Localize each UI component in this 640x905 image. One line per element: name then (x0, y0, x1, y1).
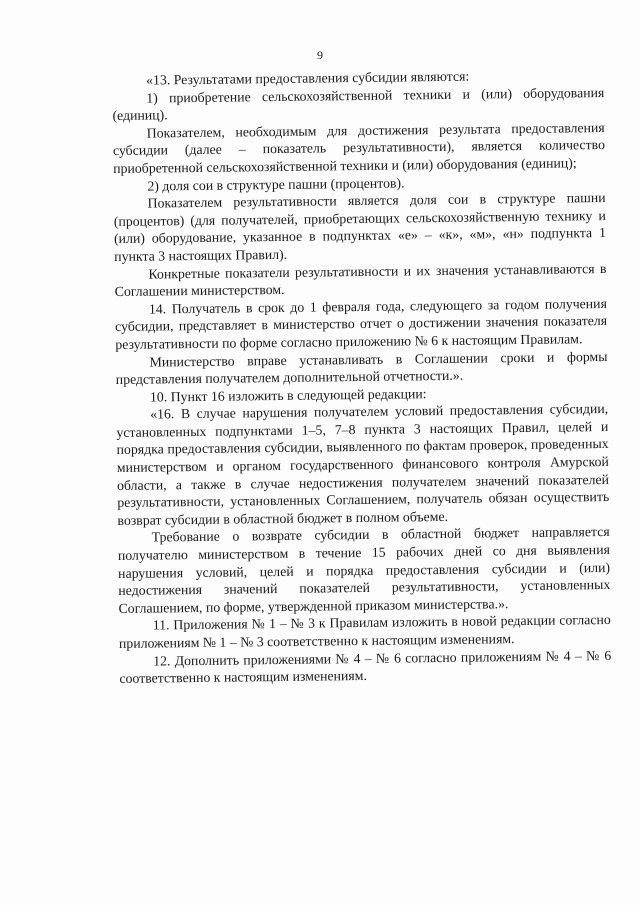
paragraph-14: 14. Получатель в срок до 1 февраля года, следующего за годом получения субсидии, представляет в министерство отчет о достижении значения показателя результативности по форме согласно приложению № 6 к настоящим Правилам. (115, 295, 608, 352)
paragraph-13-item-1: 1) приобретение сельскохозяйственной техники и (или) оборудования (единиц). (112, 84, 605, 124)
document-body (112, 66, 611, 688)
page-number: 9 (317, 48, 323, 62)
paragraph-13-indicator-2: Показателем результативности является доля сои в структуре пашни (процентов) (для получателей, приобретающих сельскохозяйственную технику и (или) оборудование, указанное в подпунктах «е» – «к», «м», «н» подпункта 1 пункта 3 настоящих Правил). (113, 190, 607, 264)
paragraph-11-amendment: 11. Приложения № 1 – № 3 к Правилам изложить в новой редакции согласно приложениям № 1 – № 3 соответственно к настоящим изменениям. (118, 612, 611, 651)
paragraph-14-reporting: Министерство вправе устанавливать в Соглашении сроки и формы представления получателем дополнительной отчетности.». (115, 348, 608, 388)
paragraph-13-item-2: 2) доля сои в структуре пашни (процентов). (147, 174, 405, 194)
paragraph-12-amendment: 12. Дополнить приложениями № 4 – № 6 согласно приложениям № 4 – № 6 соответственно к настоящим изменениям. (119, 647, 612, 687)
paragraph-13-values: Конкретные показатели результативности и их значения устанавливаются в Соглашении министерством. (114, 260, 607, 300)
paragraph-10-amendment: 10. Пункт 16 изложить в следующей редакции: (149, 385, 427, 405)
paragraph-16: «16. В случае нарушения получателем условий предоставления субсидии, установленных подпунктами 1–5, 7–8 пункта 3 настоящих Правил, целей и порядка предоставления субсидии, выявленного по фактам проверок, проведенных министерством и органом государственного финансового контроля Амурской области, а также в случае недостижения получателем значений показателей результативности, установленных Соглашением, получатель обязан осуществить возврат субсидии в областной бюджет в полном объеме. (116, 401, 610, 528)
paragraph-13-indicator-1: Показателем, необходимым для достижения результата предоставления субсидии (далее – показатель результативности), является количество приобретенной сельскохозяйственной техники и (или) оборудования (единиц); (112, 119, 606, 176)
paragraph-16-requirement: Требование о возврате субсидии в областной бюджет направляется получателю министерством в течение 15 рабочих дней со дня выявления нарушения условий, целей и порядка предоставления субсидии и (или) недостижения значений показателей результативности, установленных Соглашением, по форме, утвержденной приказом министерства.». (117, 524, 611, 616)
paragraph-13-heading: «13. Результатами предоставления субсидии являются: (146, 68, 470, 88)
